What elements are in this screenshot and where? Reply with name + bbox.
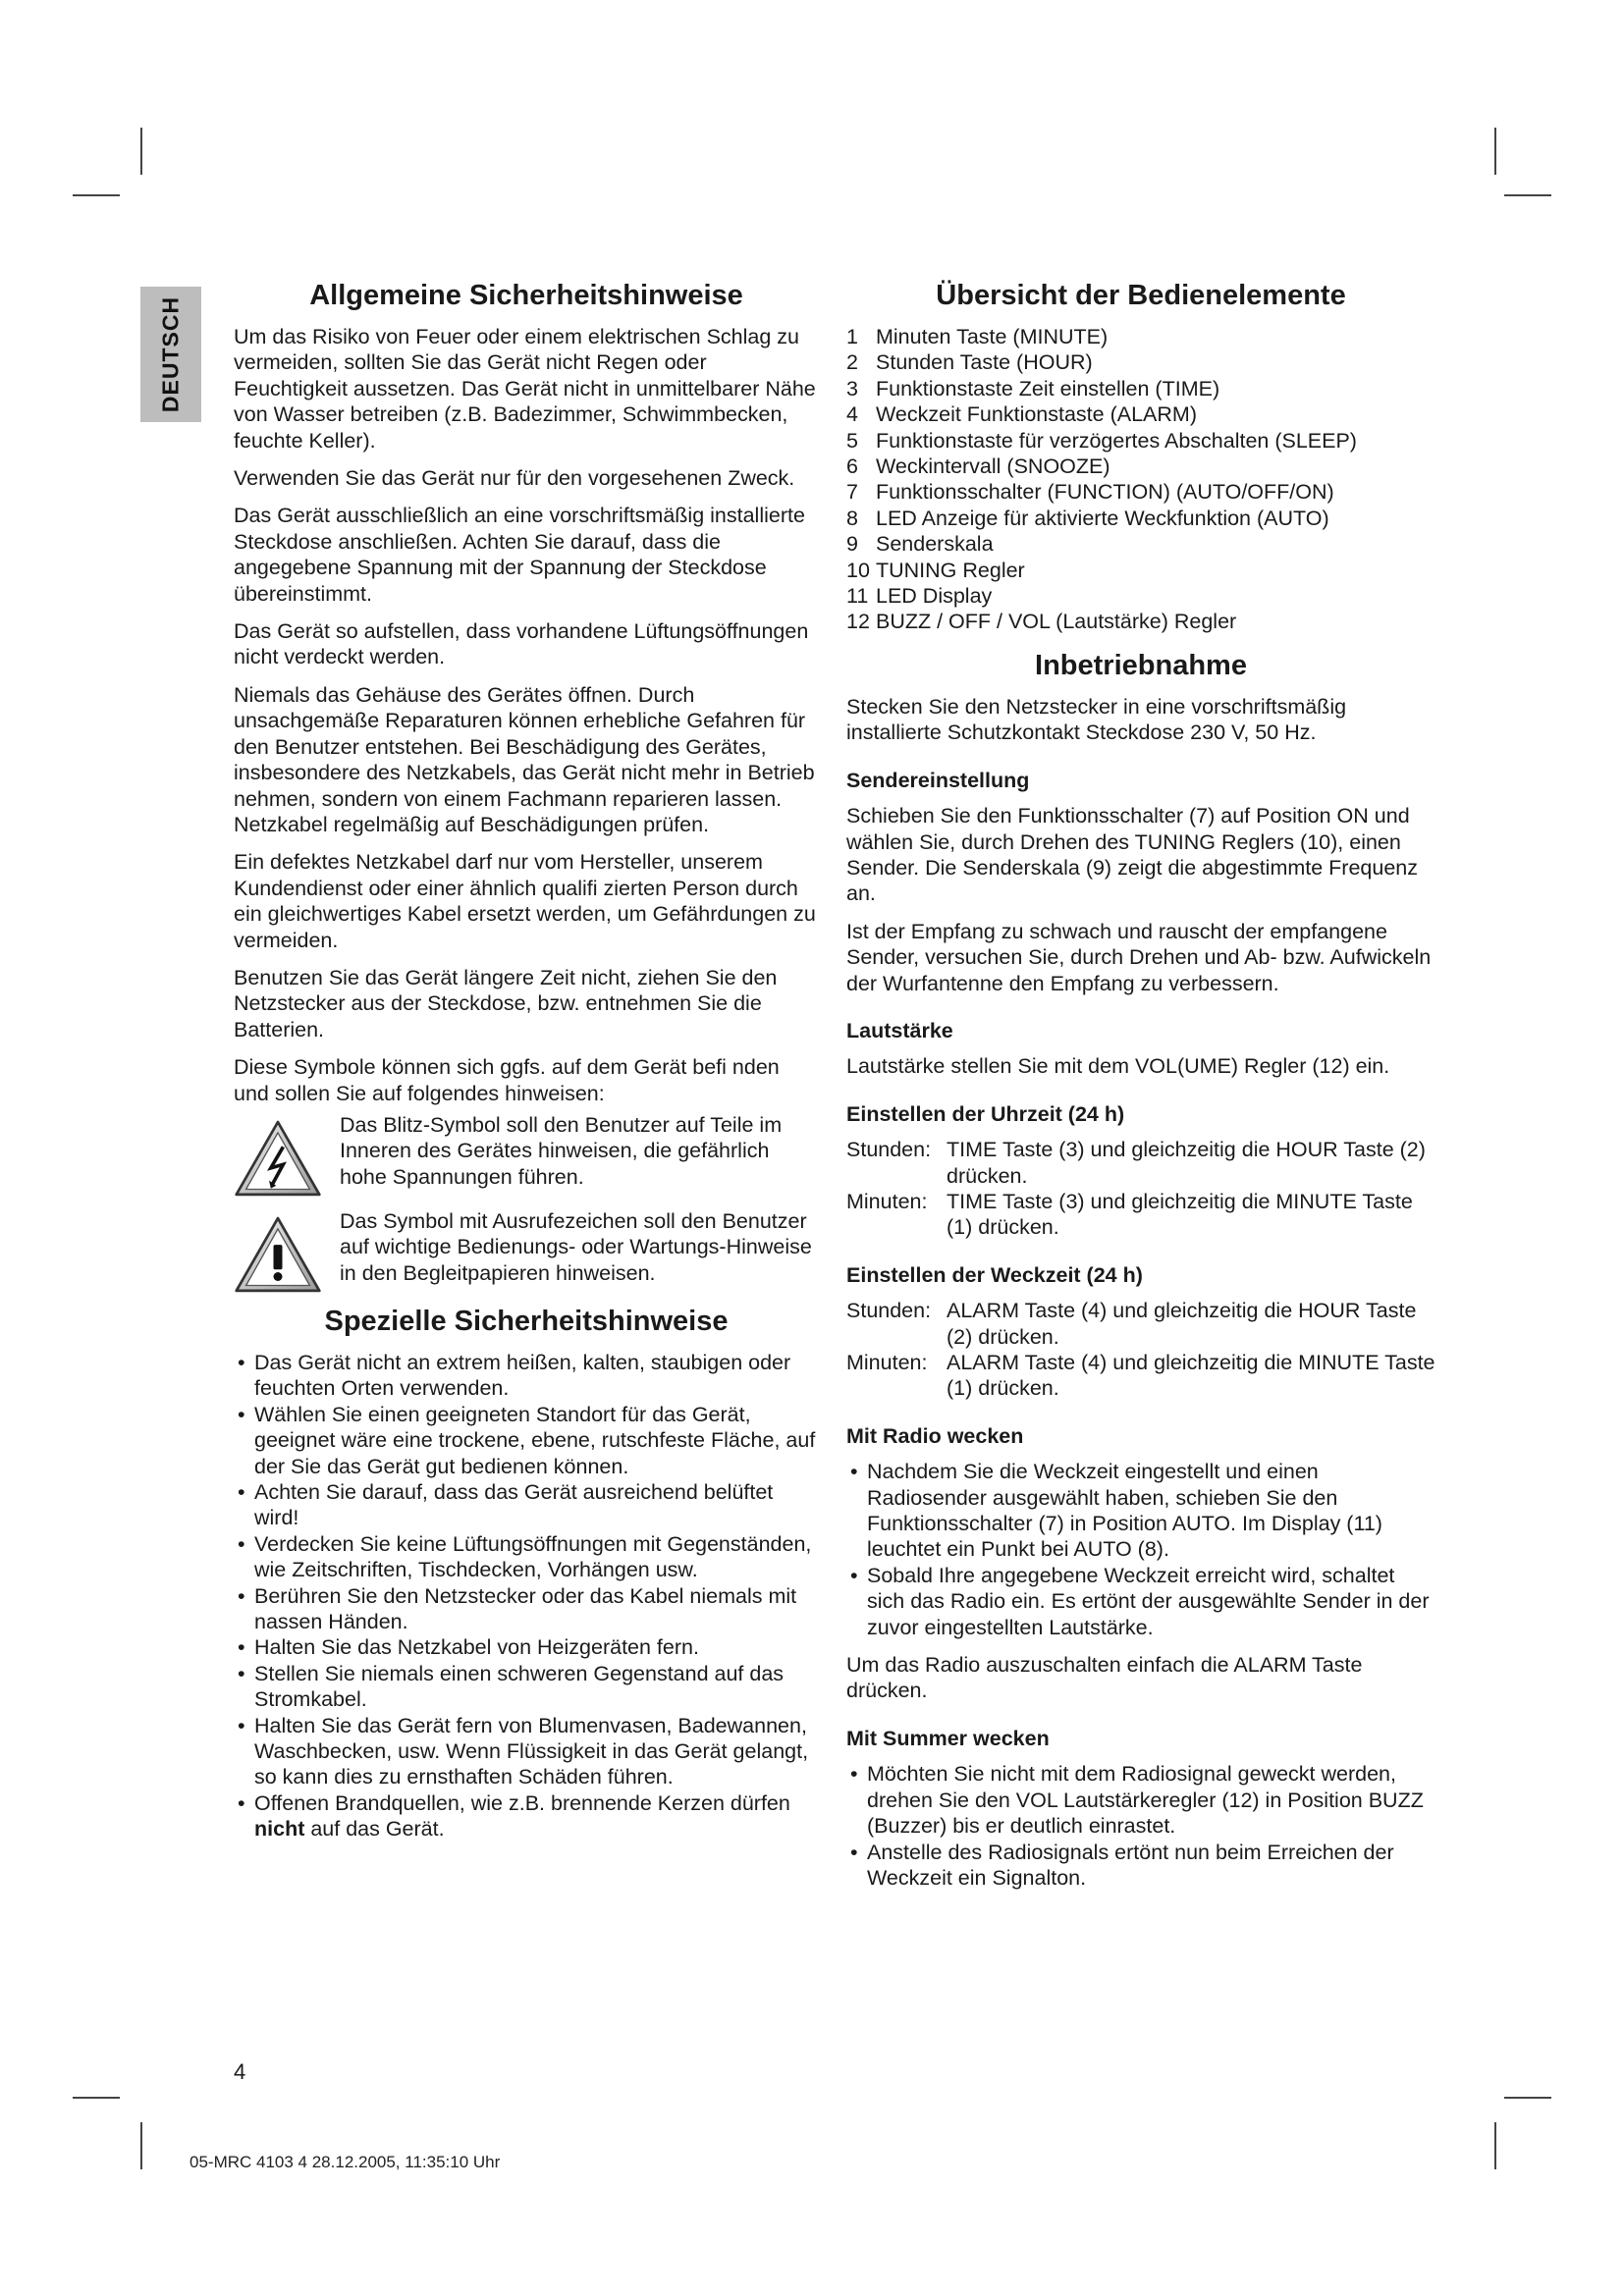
control-label: Senderskala	[876, 532, 994, 557]
alarm-minutes-row: Minuten: ALARM Taste (4) und gleichzeitig die MINUTE Taste (1) drücken.	[846, 1351, 1435, 1401]
crop-mark	[1494, 2122, 1496, 2169]
symbol-exclamation-text: Das Symbol mit Ausrufezeichen soll den Benutzer auf wichtige Bedienungs- oder Wartungs-Hinweise in den Begleitpapieren hinweisen.	[340, 1208, 812, 1285]
control-label: BUZZ / OFF / VOL (Lautstärke) Regler	[876, 610, 1237, 634]
alarm-hours-row: Stunden: ALARM Taste (4) und gleichzeitig die HOUR Taste (2) drücken.	[846, 1299, 1417, 1349]
page-number: 4	[234, 2059, 246, 2084]
section-title-controls: Übersicht der Bedienelemente	[936, 280, 1346, 311]
control-label: Weckzeit Funktionstaste (ALARM)	[876, 402, 1197, 427]
list-item: • Offenen Brandquellen, wie z.B. brennende Kerzen dürfen nicht auf das Gerät.	[238, 1790, 790, 1842]
crop-mark	[1504, 2097, 1551, 2099]
time-hours-row: Stunden: TIME Taste (3) und gleichzeitig die HOUR Taste (2) drücken.	[846, 1138, 1426, 1188]
print-footer: 05-MRC 4103 4 28.12.2005, 11:35:10 Uhr	[189, 2153, 501, 2171]
emphasis: nicht	[254, 1817, 305, 1842]
control-label: LED Display	[876, 584, 993, 609]
crop-mark	[73, 2097, 120, 2099]
paragraph: Benutzen Sie das Gerät längere Zeit nicht, ziehen Sie den Netzstecker aus der Steckdose, bzw. entnehmen Sie die Batterien.	[234, 965, 778, 1041]
language-tab-label: DEUTSCH	[157, 295, 184, 413]
control-item	[846, 531, 1435, 557]
language-tab	[140, 287, 201, 422]
symbol-lightning-note	[234, 1112, 819, 1199]
control-number: 2	[846, 350, 858, 375]
crop-mark	[1504, 194, 1551, 196]
control-number: 6	[846, 454, 858, 479]
paragraph: Schieben Sie den Funktionsschalter (7) auf Position ON und wählen Sie, durch Drehen des TUNING Reglers (10), einen Sender. Die Senderskala (9) zeigt die abgestimmte Frequenz an.	[846, 804, 1419, 906]
control-number: 10	[846, 558, 870, 582]
list-item: • Das Gerät nicht an extrem heißen, kalten, staubigen oder feuchten Orten verwenden.	[238, 1350, 791, 1401]
crop-mark	[1494, 128, 1496, 175]
list-item: • Berühren Sie den Netzstecker oder das Kabel niemals mit nassen Händen.	[238, 1583, 797, 1634]
control-number: 8	[846, 506, 858, 530]
subheading-station: Sendereinstellung	[846, 768, 1030, 792]
control-label: Weckintervall (SNOOZE)	[876, 454, 1110, 479]
list-item: • Anstelle des Radiosignals ertönt nun beim Erreichen der Weckzeit ein Signalton.	[850, 1840, 1394, 1890]
list-item: • Sobald Ihre angegebene Weckzeit erreicht wird, schaltet sich das Radio ein. Es ertönt der ausgewählte Sender in der zuvor eingestellten Lautstärke.	[850, 1563, 1430, 1639]
control-item	[846, 376, 1435, 401]
list-item: • Möchten Sie nicht mit dem Radiosignal geweckt werden, drehen Sie den VOL Lautstärkeregler (12) in Position BUZZ (Buzzer) bis er deutlich einrastet.	[850, 1762, 1424, 1839]
control-label: LED Anzeige für aktivierte Weckfunktion (AUTO)	[876, 506, 1329, 530]
paragraph: Niemals das Gehäuse des Gerätes öffnen. Durch unsachgemäße Reparaturen können erhebliche Gefahren für den Benutzer entstehen. Bei Beschädigung des Gerätes, insbesondere des Netzkabels, das Gerät nicht mehr in Betrieb nehmen, sondern von einem Fachmann reparieren lassen. Netzkabel regelmäßig auf Beschädigungen prüfen.	[234, 682, 815, 836]
control-number: 9	[846, 532, 858, 557]
control-item	[846, 349, 1435, 375]
alarm-settings	[846, 1298, 1435, 1402]
control-item	[846, 454, 1435, 479]
list-item: • Halten Sie das Netzkabel von Heizgeräten fern.	[238, 1635, 699, 1660]
control-number: 12	[846, 610, 870, 634]
control-item	[846, 479, 1435, 505]
paragraph: Lautstärke stellen Sie mit dem VOL(UME) Regler (12) ein.	[846, 1054, 1390, 1079]
list-item: • Achten Sie darauf, dass das Gerät ausreichend belüftet wird!	[238, 1480, 774, 1530]
control-label: Minuten Taste (MINUTE)	[876, 325, 1109, 348]
control-item	[846, 506, 1435, 531]
control-label: TUNING Regler	[876, 558, 1025, 582]
list-item: • Halten Sie das Gerät fern von Blumenvasen, Badewannen, Waschbecken, usw. Wenn Flüssigkeit in das Gerät gelangt, so kann dies zu ernsthaften Schäden führen.	[238, 1713, 809, 1789]
subheading-time: Einstellen der Uhrzeit (24 h)	[846, 1101, 1125, 1126]
paragraph: Verwenden Sie das Gerät nur für den vorgesehenen Zweck.	[234, 466, 795, 491]
control-label: Funktionstaste Zeit einstellen (TIME)	[876, 376, 1220, 400]
special-safety-list	[234, 1350, 819, 1842]
control-number: 3	[846, 376, 858, 400]
list-item: • Nachdem Sie die Weckzeit eingestellt und einen Radiosender ausgewählt haben, schieben Sie den Funktionsschalter (7) in Position AUTO. Im Display (11) leuchtet ein Punkt bei AUTO (8).	[850, 1460, 1382, 1562]
control-number: 11	[846, 584, 869, 609]
time-settings	[846, 1137, 1435, 1241]
control-number: 4	[846, 402, 858, 427]
buzzer-wake-list	[846, 1761, 1435, 1891]
control-number: 1	[846, 325, 858, 348]
left-column	[234, 271, 819, 1854]
controls-list	[846, 324, 1435, 635]
section-title-setup: Inbetriebnahme	[1035, 649, 1247, 681]
control-item	[846, 401, 1435, 427]
exclamation-warning-icon	[234, 1214, 322, 1295]
paragraph: Das Gerät so aufstellen, dass vorhandene Lüftungsöffnungen nicht verdeckt werden.	[234, 619, 809, 669]
control-item	[846, 324, 1435, 349]
symbol-exclamation-note	[234, 1208, 819, 1295]
paragraph: Um das Radio auszuschalten einfach die ALARM Taste drücken.	[846, 1653, 1363, 1703]
paragraph: Stecken Sie den Netzstecker in eine vorschriftsmäßig installierte Schutzkontakt Steckdose 230 V, 50 Hz.	[846, 694, 1347, 745]
lightning-warning-icon	[234, 1118, 322, 1199]
section-title-general-safety: Allgemeine Sicherheitshinweise	[309, 280, 743, 311]
right-column	[846, 271, 1435, 1902]
paragraph: Ist der Empfang zu schwach und rauscht der empfangene Sender, versuchen Sie, durch Drehen und Ab- bzw. Aufwickeln der Wurfantenne den Empfang zu verbessern.	[846, 919, 1432, 995]
control-label: Funktionsschalter (FUNCTION) (AUTO/OFF/ON)	[876, 480, 1334, 505]
list-item: • Stellen Sie niemals einen schweren Gegenstand auf das Stromkabel.	[238, 1661, 785, 1712]
symbol-lightning-text: Das Blitz-Symbol soll den Benutzer auf Teile im Inneren des Gerätes hinweisen, die gefährlich hohe Spannungen führen.	[340, 1112, 783, 1189]
paragraph: Ein defektes Netzkabel darf nur vom Hersteller, unserem Kundendienst oder einer ähnlich qualifi zierten Person durch ein gleichwertiges Kabel ersetzt werden, um Gefährdungen zu vermeiden.	[234, 850, 816, 952]
control-item	[846, 609, 1435, 634]
crop-mark	[140, 2122, 142, 2169]
subheading-alarm: Einstellen der Weckzeit (24 h)	[846, 1262, 1143, 1287]
paragraph: Das Gerät ausschließlich an eine vorschriftsmäßig installierte Steckdose anschließen. Achten Sie darauf, dass die angegebene Spannung mit der Spannung der Steckdose übereinstimmt.	[234, 504, 805, 606]
time-minutes-row: Minuten: TIME Taste (3) und gleichzeitig die MINUTE Taste (1) drücken.	[846, 1189, 1413, 1240]
control-label: Stunden Taste (HOUR)	[876, 350, 1093, 375]
section-title-special-safety: Spezielle Sicherheitshinweise	[324, 1305, 729, 1337]
paragraph: Diese Symbole können sich ggfs. auf dem Gerät befi nden und sollen Sie auf folgendes hinweisen:	[234, 1055, 780, 1105]
control-item	[846, 428, 1435, 454]
crop-mark	[73, 194, 120, 196]
subheading-buzzer-wake: Mit Summer wecken	[846, 1726, 1050, 1750]
subheading-volume: Lautstärke	[846, 1018, 953, 1042]
paragraph: Um das Risiko von Feuer oder einem elektrischen Schlag zu vermeiden, sollten Sie das Gerät nicht Regen oder Feuchtigkeit aussetzen. Das Gerät nicht in unmittelbarer Nähe von Wasser betreiben (z.B. Badezimmer, Schwimmbecken, feuchte Keller).	[234, 325, 816, 453]
control-label: Funktionstaste für verzögertes Abschalten (SLEEP)	[876, 428, 1357, 453]
control-number: 7	[846, 480, 858, 505]
crop-mark	[140, 128, 142, 175]
control-item	[846, 558, 1435, 583]
radio-wake-list	[846, 1459, 1435, 1640]
control-item	[846, 583, 1435, 609]
list-item: • Wählen Sie einen geeigneten Standort für das Gerät, geeignet wäre eine trockene, ebene, rutschfeste Fläche, auf der Sie das Gerät gut bedienen können.	[238, 1402, 816, 1478]
list-item: • Verdecken Sie keine Lüftungsöffnungen mit Gegenständen, wie Zeitschriften, Tischdecken, Vorhängen usw.	[238, 1531, 812, 1582]
control-number: 5	[846, 428, 858, 453]
subheading-radio-wake: Mit Radio wecken	[846, 1423, 1024, 1448]
